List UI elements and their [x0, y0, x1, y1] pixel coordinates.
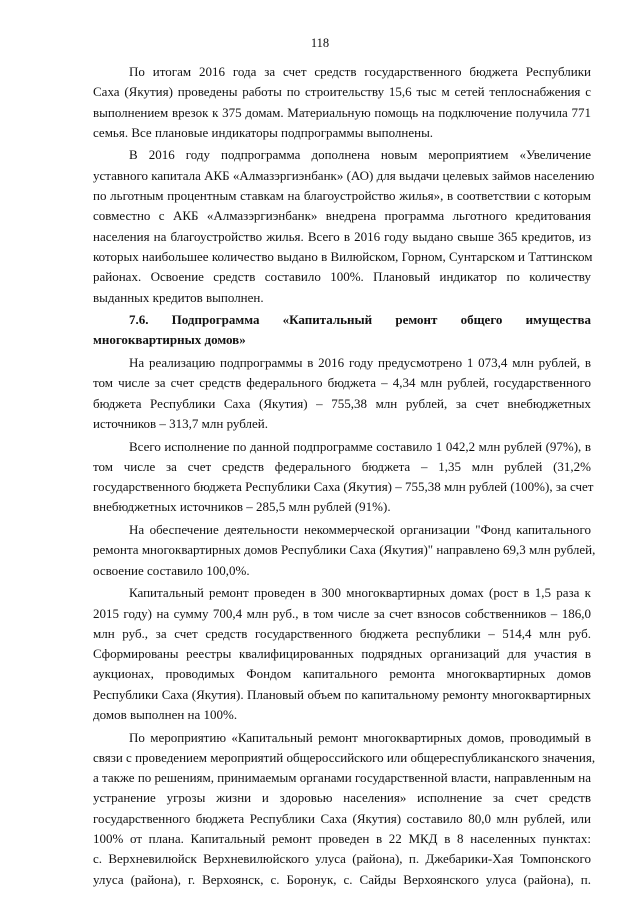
text-line: связи с проведением мероприятий общероссийского или общереспубликанского значения, [93, 749, 596, 765]
text-line: 2015 году) на сумму 700,4 млн руб., в том числе за счет взносов собственников – 186,0 [93, 605, 591, 621]
text-line: Республики Саха (Якутия). Плановый объем по капитальному ремонту многоквартирных [93, 686, 591, 702]
text-line: источников – 313,7 млн рублей. [93, 415, 268, 431]
text-line: Сформированы реестры квалифицированных подрядных организаций для участия в [93, 646, 591, 662]
text-line: семья. Все плановые индикаторы подпрограммы выполнены. [93, 124, 434, 140]
section-heading [93, 310, 591, 351]
text-line: домов выполнен на 100%. [93, 706, 238, 722]
text-line: населения на благоустройство жилья. Всего в 2016 году выдано свыше 365 кредитов, из [93, 228, 591, 244]
text-line: В 2016 году подпрограмма дополнена новым мероприятием «Увеличение [129, 147, 591, 163]
text-line: государственного бюджета Республики Саха (Якутия) – 755,38 млн рублей (100%), за счет [93, 479, 594, 495]
text-line: На реализацию подпрограммы в 2016 году предусмотрено 1 073,4 млн рублей, в [129, 355, 591, 371]
text-line: том числе за счет средств федерального бюджета – 1,35 млн рублей (31,2% [93, 458, 591, 474]
text-line: улуса (района), г. Верхоянск, с. Боронук, с. Сайды Верхоянского улуса (района), п. [93, 871, 591, 887]
text-line: выполнением врезок к 375 домам. Материальную помощь на подключение получила 771 [93, 104, 591, 120]
text-line: устранение угрозы жизни и здоровью населения» исполнение за счет средств [93, 790, 591, 806]
text-line: аукционах, проводимых Фондом капитального ремонта многоквартирных домов [93, 666, 591, 682]
paragraph [93, 583, 591, 725]
text-line: млн руб., за счет средств государственного бюджета республики – 514,4 млн руб. [93, 625, 591, 641]
paragraph [93, 728, 596, 890]
text-line: На обеспечение деятельности некоммерческой организации "Фонд капитального [129, 522, 591, 538]
text-line: государственного бюджета Республики Саха (Якутия) составило 80,0 млн рублей, или [93, 810, 591, 826]
text-line: По мероприятию «Капитальный ремонт многоквартирных домов, проводимый в [129, 729, 591, 745]
text-line: бюджета Республики Саха (Якутия) – 755,38 млн рублей, за счет внебюджетных [93, 395, 591, 411]
text-line: многоквартирных домов» [93, 332, 246, 348]
paragraph [93, 145, 595, 307]
text-line: совместно с АКБ «Алмазэргиэнбанк» внедрена программа льготного кредитования [93, 208, 591, 224]
text-line: Всего исполнение по данной подпрограмме составило 1 042,2 млн рублей (97%), в [129, 438, 591, 454]
text-line: внебюджетных источников – 285,5 млн рублей (91%). [93, 499, 391, 515]
text-line: освоение составило 100,0%. [93, 562, 250, 578]
text-line: районах. Освоение средств составило 100%. Плановый индикатор по количеству [93, 269, 591, 285]
text-line: которых наибольшее количество выдано в Вилюйском, Горном, Сунтарском и Таттинском [93, 248, 593, 264]
text-line: По итогам 2016 года за счет средств государственного бюджета Республики [129, 64, 591, 79]
page-number: 118 [310, 36, 330, 50]
text-line: 100% от плана. Капитальный ремонт проведен в 22 МКД в 8 населенных пунктах: [93, 831, 591, 847]
paragraph [93, 437, 594, 518]
paragraph [93, 62, 591, 143]
paragraph [93, 353, 591, 434]
text-line: Саха (Якутия) проведены работы по строительству 15,6 тыс м сетей теплоснабжения с [93, 84, 591, 100]
text-line: том числе за счет средств федерального бюджета – 4,34 млн рублей, государственного [93, 375, 591, 391]
text-line: 7.6. Подпрограмма «Капитальный ремонт общего имущества [129, 312, 591, 328]
text-line: по льготным процентным ставкам на благоустройство жилья», в соответствии с которым [93, 188, 591, 204]
text-line: ремонта многоквартирных домов Республики Саха (Якутия)" направлено 69,3 млн рублей, [93, 542, 596, 558]
text-line: выданных кредитов выполнен. [93, 289, 264, 305]
text-line: Капитальный ремонт проведен в 300 многоквартирных домах (рост в 1,5 раза к [129, 585, 591, 601]
text-line: а также по решениям, принимаемым органами государственной власти, направленным на [93, 770, 591, 786]
text-line: с. Верхневилюйск Верхневилюйского улуса (района), п. Джебарики-Хая Томпонского [93, 851, 591, 867]
paragraph [93, 520, 596, 581]
text-line: уставного капитала АКБ «Алмазэргиэнбанк» (АО) для выдачи целевых займов населению [93, 167, 595, 183]
body-text [93, 62, 596, 892]
